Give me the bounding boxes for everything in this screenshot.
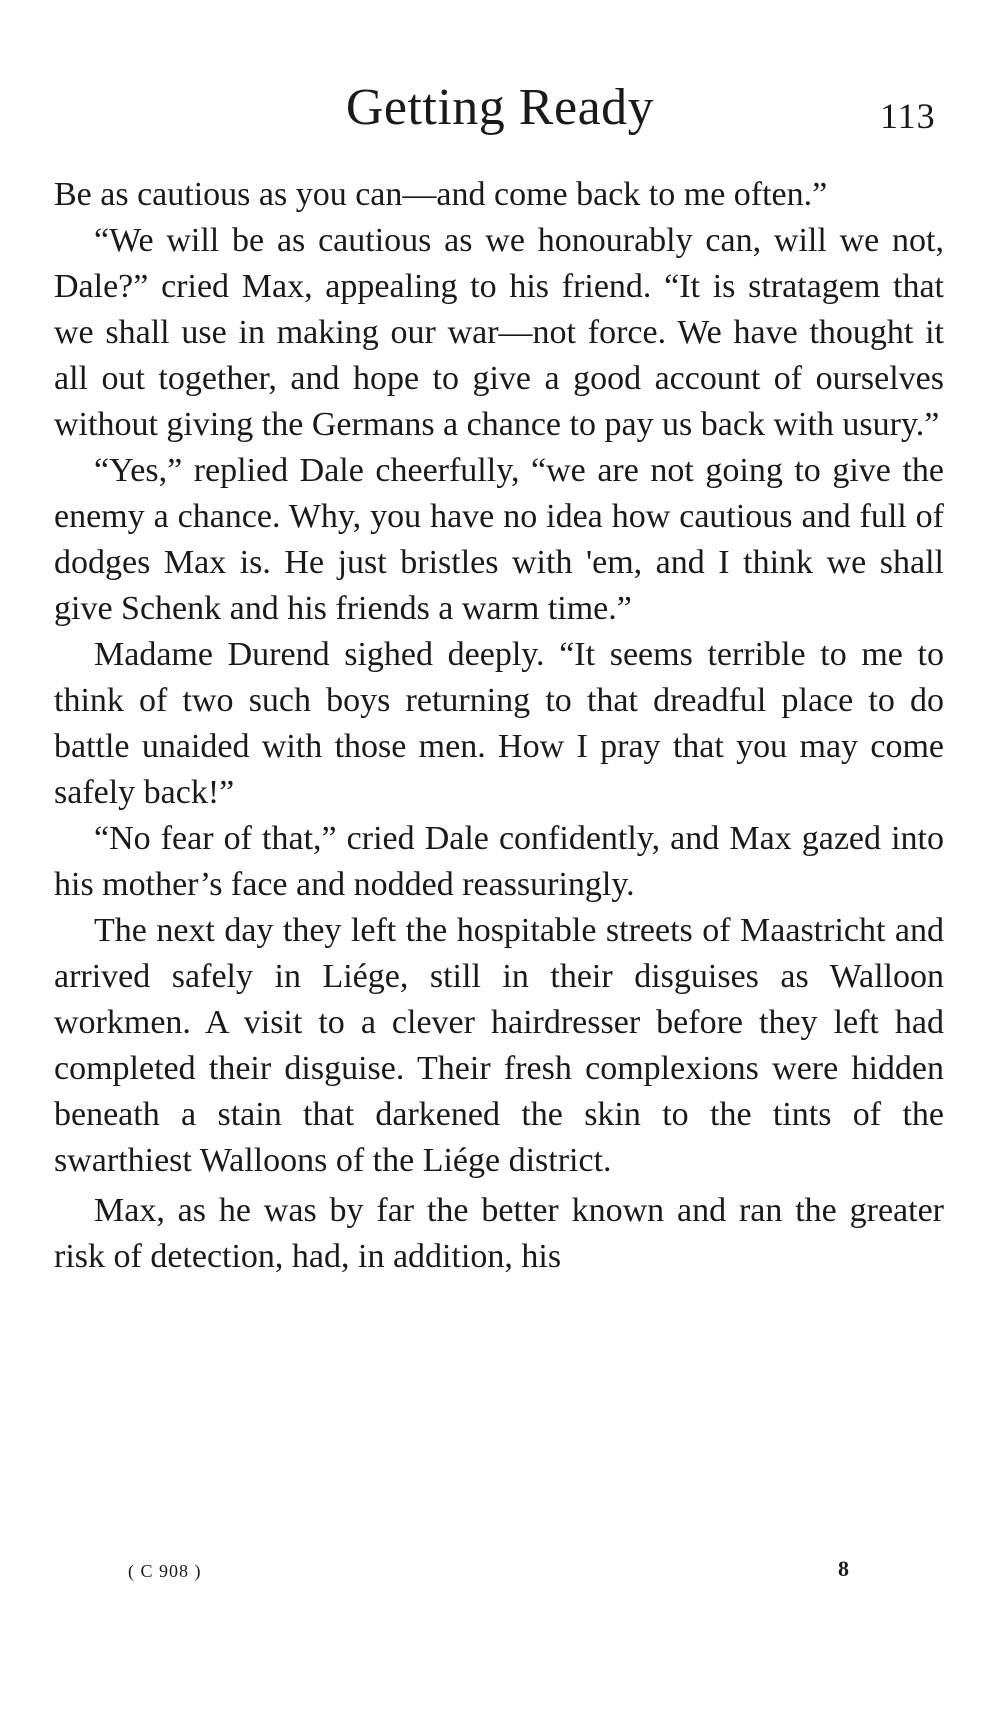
paragraph: “No fear of that,” cried Dale confidently, and Max gazed into his mother’s face and nodded reassuringly. bbox=[54, 820, 944, 903]
running-title: Getting Ready bbox=[345, 79, 655, 136]
gathering-mark: 8 bbox=[838, 1556, 849, 1581]
paragraph: “Yes,” replied Dale cheerfully, “we are not going to give the enemy a chance. Why, you have no idea how cautious and full of dodges Max is. He just bristles with 'em, and I think we shall give Schenk and his friends a warm time.” bbox=[54, 452, 944, 627]
page-number: 113 bbox=[880, 96, 936, 136]
paragraph: The next day they left the hospitable streets of Maastricht and arrived safely in Liége, still in their disguises as Walloon workmen. A visit to a clever hairdresser before they left had completed their disguise. Their fresh complexions were hidden beneath a stain that darkened the skin to the tints of the swarthiest Walloons of the Liége district. bbox=[54, 912, 944, 1179]
paragraph: Madame Durend sighed deeply. “It seems terrible to me to think of two such boys returning to that dreadful place to do battle unaided with those men. How I pray that you may come safely back!” bbox=[54, 636, 944, 811]
paragraph: “We will be as cautious as we honourably can, will we not, Dale?” cried Max, appealing to his friend. “It is stratagem that we shall use in making our war—not force. We have thought it all out together, and hope to give a good account of ourselves without giving the Germans a chance to pay us back with usury.” bbox=[54, 222, 944, 443]
printer-signature: ( C 908 ) bbox=[128, 1561, 202, 1581]
body-text bbox=[54, 172, 944, 1280]
paragraph: Be as cautious as you can—and come back to me often.” bbox=[54, 176, 828, 213]
paragraph: Max, as he was by far the better known and ran the greater risk of detection, had, in addition, his bbox=[54, 1192, 944, 1275]
